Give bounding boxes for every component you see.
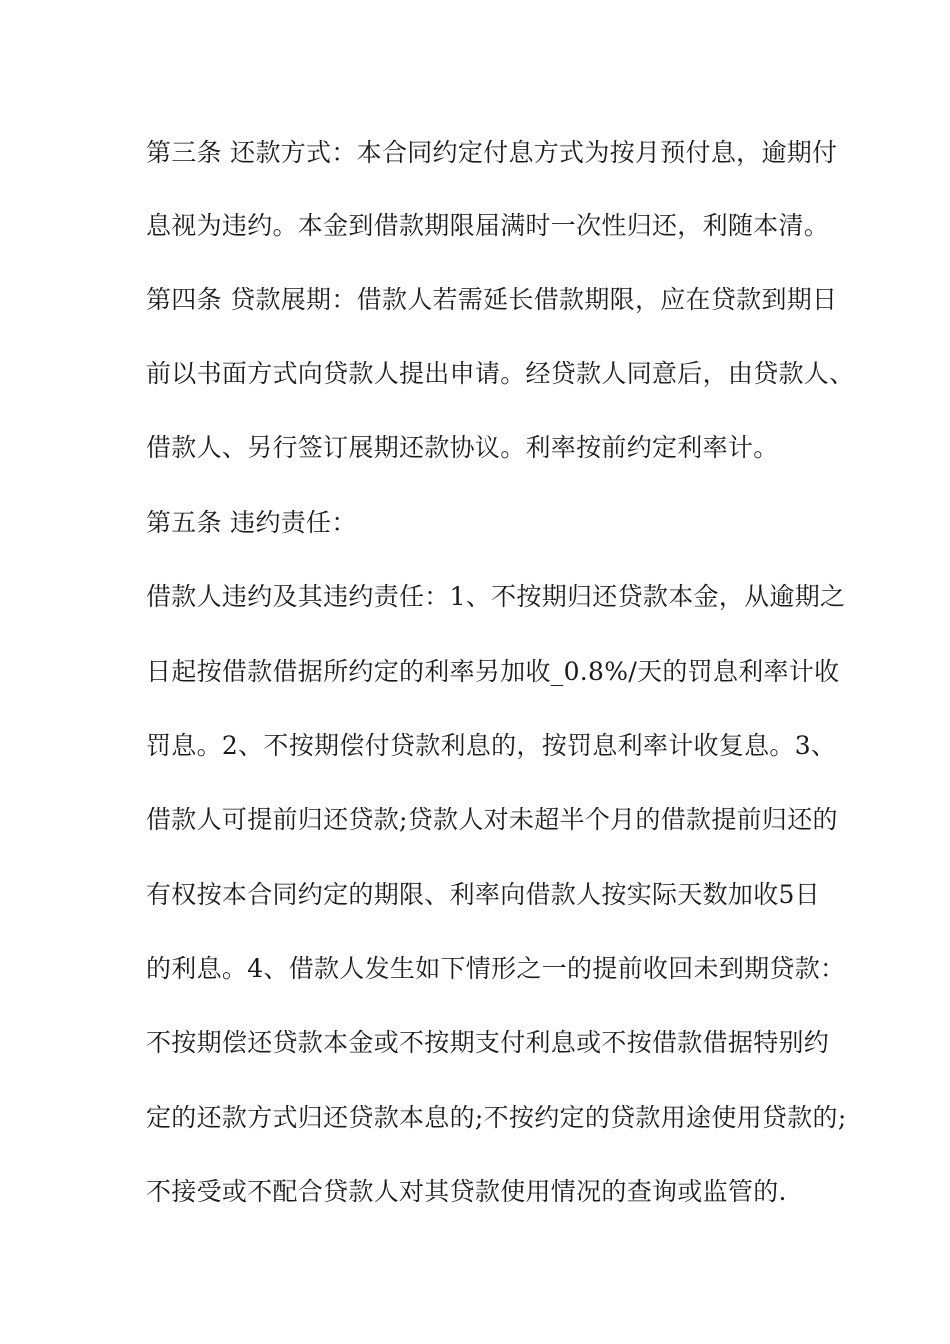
article-5-body-line-9: 不接受或不配合贷款人对其贷款使用情况的查询或监管的.: [146, 1177, 787, 1206]
article-4-line-3: 借款人、另行签订展期还款协议。利率按前约定利率计。: [146, 433, 779, 462]
article-5-body-line-4: 借款人可提前归还贷款;贷款人对未超半个月的借款提前归还的: [146, 805, 838, 834]
article-4-line-1: 第四条 贷款展期：借款人若需延长借款期限，应在贷款到期日: [146, 285, 838, 314]
article-5-body-line-5: 有权按本合同约定的期限、利率向借款人按实际天数加收5日: [146, 880, 821, 909]
article-5-body-line-2: 日起按借款借据所约定的利率另加收_0.8%/天的罚息利率计收: [146, 657, 840, 686]
article-5-body-line-3: 罚息。2、不按期偿付贷款利息的，按罚息利率计收复息。3、: [146, 731, 837, 760]
article-3-line-1: 第三条 还款方式：本合同约定付息方式为按月预付息，逾期付: [146, 138, 838, 167]
article-5-body-line-8: 定的还款方式归还贷款本息的;不按约定的贷款用途使用贷款的;: [146, 1103, 847, 1132]
article-5-body-line-1: 借款人违约及其违约责任：1、不按期归还贷款本金，从逾期之: [146, 582, 846, 611]
article-5-body-line-7: 不按期偿还贷款本金或不按期支付利息或不按借款借据特别约: [146, 1028, 830, 1057]
article-5-heading: 第五条 违约责任：: [146, 508, 357, 537]
article-3-line-2: 息视为违约。本金到借款期限届满时一次性归还，利随本清。: [146, 211, 830, 240]
article-5-body-line-6: 的利息。4、借款人发生如下情形之一的提前收回未到期贷款：: [146, 954, 846, 983]
article-4-line-2: 前以书面方式向贷款人提出申请。经贷款人同意后，由贷款人、: [146, 359, 855, 388]
